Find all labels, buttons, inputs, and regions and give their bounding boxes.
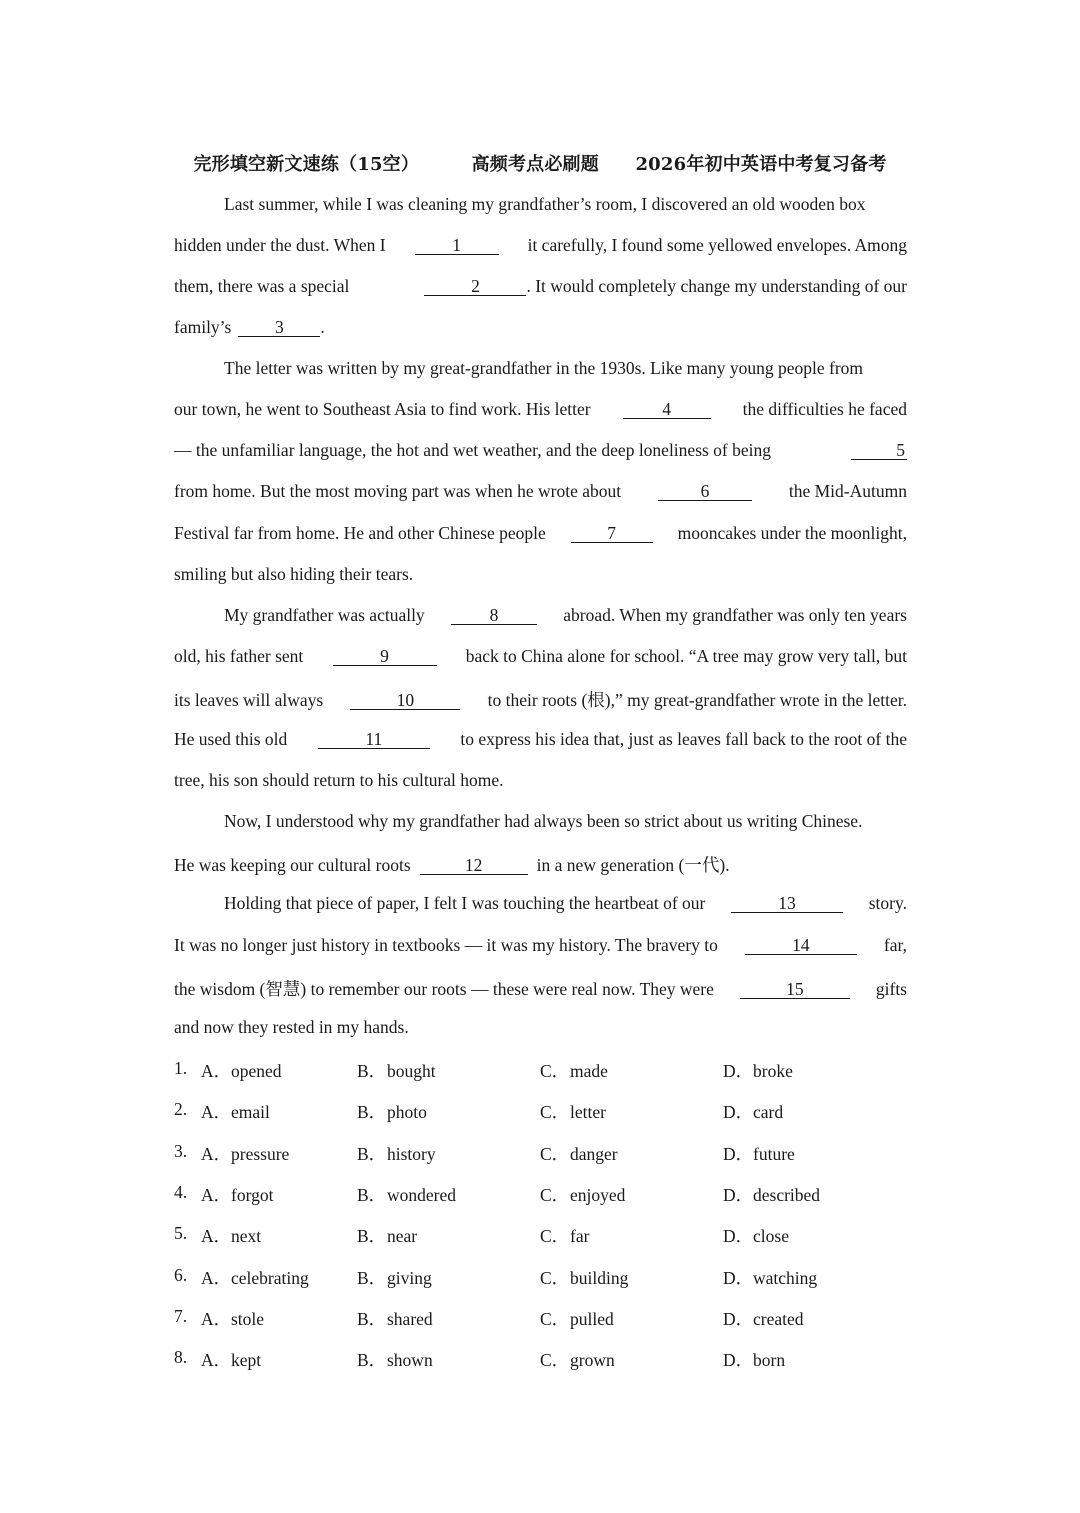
option-letter: D． <box>723 1184 754 1205</box>
blank-2[interactable]: 2 <box>424 277 526 296</box>
option-c[interactable] <box>540 1099 606 1124</box>
question-number: 1. <box>174 1058 188 1078</box>
passage-text: It was no longer just history in textbooks — it was my history. The bravery to <box>174 935 718 955</box>
passage-line <box>224 811 907 835</box>
option-text: history <box>387 1143 436 1164</box>
option-text: close <box>753 1226 789 1247</box>
question-number: 2. <box>174 1099 188 1120</box>
option-letter: C． <box>540 1267 570 1288</box>
option-letter: B． <box>357 1267 387 1288</box>
blank-4[interactable]: 4 <box>623 400 711 419</box>
passage-text: smiling but also hiding their tears. <box>174 564 414 584</box>
option-d[interactable] <box>723 1265 817 1290</box>
blank-13[interactable]: 13 <box>731 894 843 913</box>
option-letter: A． <box>201 1226 232 1247</box>
blank-9[interactable]: 9 <box>333 647 437 666</box>
passage-line <box>224 358 907 382</box>
passage-line <box>224 605 907 629</box>
passage-line <box>174 481 907 505</box>
option-b[interactable] <box>357 1265 432 1290</box>
passage-text: the Mid-Autumn <box>788 481 907 501</box>
question-row <box>174 1141 907 1165</box>
blank-14[interactable]: 14 <box>745 936 857 955</box>
option-letter: B． <box>357 1102 387 1123</box>
passage-line <box>224 893 907 917</box>
option-letter: D． <box>723 1226 754 1247</box>
passage-line <box>174 440 907 464</box>
option-letter: D． <box>723 1061 754 1081</box>
passage-text: to their roots (根),” my great-grandfather wrote in the letter. <box>487 690 907 710</box>
option-b[interactable] <box>357 1141 436 1166</box>
option-letter: D． <box>723 1308 754 1329</box>
question-number: 5. <box>174 1223 188 1244</box>
option-d[interactable] <box>723 1223 789 1248</box>
passage-text: in a new generation (一代). <box>536 855 730 875</box>
option-a[interactable] <box>201 1265 309 1290</box>
option-letter: A． <box>201 1143 232 1164</box>
option-text: shown <box>387 1350 433 1371</box>
option-letter: B． <box>357 1143 387 1164</box>
option-text: bought <box>387 1061 436 1081</box>
passage-line <box>174 399 907 423</box>
passage-line <box>174 729 907 753</box>
passage-text: My grandfather was actually <box>224 605 425 625</box>
option-text: kept <box>231 1350 262 1371</box>
passage-text: the difficulties he faced <box>742 399 907 419</box>
option-c[interactable] <box>540 1306 614 1331</box>
option-letter: B． <box>357 1350 387 1371</box>
option-text: letter <box>570 1102 606 1123</box>
option-letter: D． <box>723 1267 754 1288</box>
passage-text: The letter was written by my great-grandfather in the 1930s. Like many young people from <box>224 358 864 378</box>
passage-line <box>174 646 907 670</box>
option-letter: C． <box>540 1102 570 1123</box>
title-part-1: 完形填空新文速练（15空） <box>193 154 420 175</box>
option-letter: C． <box>540 1061 570 1081</box>
option-letter: C． <box>540 1350 570 1371</box>
passage-text: tree, his son should return to his cultural home. <box>174 770 504 790</box>
option-letter: B． <box>357 1308 387 1329</box>
option-letter: C． <box>540 1308 570 1329</box>
passage-line <box>174 852 907 876</box>
option-text: born <box>753 1350 786 1371</box>
passage-text: abroad. When my grandfather was only ten years <box>563 605 907 625</box>
passage-line <box>174 935 907 959</box>
question-number: 6. <box>174 1264 188 1285</box>
passage-line <box>174 1017 907 1041</box>
passage-text: them, there was a special <box>174 276 350 296</box>
option-c[interactable] <box>540 1182 625 1207</box>
option-text: building <box>570 1267 629 1288</box>
question-row <box>174 1265 907 1289</box>
passage-text: . <box>320 317 325 337</box>
passage-text: story. <box>868 893 907 913</box>
passage-text: mooncakes under the moonlight, <box>677 523 907 543</box>
option-c[interactable] <box>540 1141 618 1166</box>
option-text: card <box>753 1102 784 1123</box>
passage-text: — the unfamiliar language, the hot and wet weather, and the deep loneliness of being <box>174 440 772 460</box>
passage-line <box>174 276 907 300</box>
blank-7[interactable]: 7 <box>571 524 653 543</box>
option-letter: C． <box>540 1226 570 1247</box>
question-number: 4. <box>174 1181 188 1202</box>
option-text: broke <box>753 1061 793 1081</box>
passage-text: old, his father sent <box>174 646 304 666</box>
option-b[interactable] <box>357 1058 436 1083</box>
option-b[interactable] <box>357 1347 433 1372</box>
option-text: enjoyed <box>570 1184 626 1205</box>
blank-3[interactable]: 3 <box>238 318 320 337</box>
question-number: 3. <box>174 1140 188 1161</box>
passage-line <box>174 976 907 1000</box>
option-letter: B． <box>357 1061 387 1081</box>
passage-line <box>174 317 907 341</box>
question-row <box>174 1223 907 1247</box>
option-text: next <box>231 1226 262 1247</box>
option-text: danger <box>570 1143 618 1164</box>
option-text: made <box>570 1061 608 1081</box>
option-text: watching <box>753 1267 818 1288</box>
option-letter: B． <box>357 1226 387 1247</box>
passage-text: the wisdom (智慧) to remember our roots — these were real now. They were <box>174 979 714 999</box>
passage-text: to express his idea that, just as leaves fall back to the root of the <box>460 729 907 749</box>
passage-line <box>174 523 907 547</box>
option-a[interactable] <box>201 1223 261 1248</box>
option-text: far <box>570 1226 590 1247</box>
option-letter: C． <box>540 1184 570 1205</box>
option-letter: A． <box>201 1267 232 1288</box>
passage-text: . It would completely change my understanding of our <box>526 276 907 296</box>
question-row <box>174 1099 907 1123</box>
passage-text: far, <box>883 935 907 955</box>
option-b[interactable] <box>357 1306 433 1331</box>
passage-line <box>224 194 907 218</box>
option-letter: D． <box>723 1350 754 1371</box>
option-text: stole <box>231 1308 265 1329</box>
blank-10[interactable]: 10 <box>350 691 460 710</box>
option-text: pulled <box>570 1308 614 1329</box>
passage-text: hidden under the dust. When I <box>174 235 386 255</box>
passage-text: He was keeping our cultural roots <box>174 855 411 875</box>
option-d[interactable] <box>723 1099 783 1124</box>
option-letter: A． <box>201 1350 232 1371</box>
option-text: giving <box>387 1267 432 1288</box>
option-letter: D． <box>723 1143 754 1164</box>
blank-15[interactable]: 15 <box>740 980 850 999</box>
passage-line <box>174 564 907 588</box>
question-row <box>174 1347 907 1371</box>
option-a[interactable] <box>201 1099 270 1124</box>
option-d[interactable] <box>723 1306 804 1331</box>
passage-text: Festival far from home. He and other Chinese people <box>174 523 546 543</box>
option-a[interactable] <box>201 1058 282 1083</box>
passage-text: He used this old <box>174 729 288 749</box>
option-a[interactable] <box>201 1306 264 1331</box>
passage-text: from home. But the most moving part was when he wrote about <box>174 481 622 501</box>
passage-line <box>174 235 907 259</box>
option-letter: A． <box>201 1308 232 1329</box>
option-text: near <box>387 1226 418 1247</box>
option-text: opened <box>231 1061 282 1081</box>
option-text: celebrating <box>231 1267 309 1288</box>
title-part-2: 高频考点必刷题 <box>471 154 599 175</box>
option-text: forgot <box>231 1184 274 1205</box>
option-b[interactable] <box>357 1099 427 1124</box>
option-letter: A． <box>201 1102 232 1123</box>
question-number: 8. <box>174 1347 188 1368</box>
option-text: grown <box>570 1350 615 1371</box>
option-text: pressure <box>231 1143 290 1164</box>
blank-1[interactable]: 1 <box>415 236 499 255</box>
option-a[interactable] <box>201 1182 273 1207</box>
option-c[interactable] <box>540 1347 615 1372</box>
option-c[interactable] <box>540 1058 608 1083</box>
option-d[interactable] <box>723 1182 820 1207</box>
option-letter: C． <box>540 1143 570 1164</box>
question-number: 7. <box>174 1305 188 1326</box>
passage-text: our town, he went to Southeast Asia to find work. His letter <box>174 399 591 419</box>
option-letter: B． <box>357 1184 387 1205</box>
passage-text: and now they rested in my hands. <box>174 1017 409 1037</box>
option-b[interactable] <box>357 1223 417 1248</box>
option-a[interactable] <box>201 1141 289 1166</box>
option-text: described <box>753 1184 821 1205</box>
option-text: created <box>753 1308 804 1329</box>
option-text: photo <box>387 1102 427 1123</box>
title-part-3: 2026年初中英语中考复习备考 <box>635 154 887 175</box>
option-letter: A． <box>201 1184 232 1205</box>
question-row <box>174 1182 907 1206</box>
passage-text: family’s <box>174 317 232 337</box>
blank-11[interactable]: 11 <box>318 730 430 749</box>
option-b[interactable] <box>357 1182 456 1207</box>
option-c[interactable] <box>540 1223 589 1248</box>
option-text: shared <box>387 1308 433 1329</box>
passage-text: its leaves will always <box>174 690 324 710</box>
page-title <box>0 150 1080 176</box>
option-text: email <box>231 1102 270 1123</box>
option-text: wondered <box>387 1184 457 1205</box>
blank-8[interactable]: 8 <box>451 606 537 625</box>
question-row <box>174 1058 907 1082</box>
option-letter: D． <box>723 1102 754 1123</box>
option-letter: A． <box>201 1061 232 1081</box>
option-a[interactable] <box>201 1347 261 1372</box>
option-d[interactable] <box>723 1141 795 1166</box>
blank-6[interactable]: 6 <box>658 482 752 501</box>
passage-line <box>174 687 907 711</box>
option-text: future <box>753 1143 795 1164</box>
passage-text: Last summer, while I was cleaning my grandfather’s room, I discovered an old wooden box <box>224 194 866 214</box>
option-d[interactable] <box>723 1347 785 1372</box>
passage-text: back to China alone for school. “A tree may grow very tall, but <box>465 646 907 666</box>
passage-line <box>174 770 907 794</box>
passage-text: Now, I understood why my grandfather had always been so strict about us writing Chinese. <box>224 811 863 831</box>
blank-5[interactable]: 5 <box>851 441 907 460</box>
passage-text: Holding that piece of paper, I felt I was touching the heartbeat of our <box>224 893 706 913</box>
option-d[interactable] <box>723 1058 793 1083</box>
question-row <box>174 1306 907 1330</box>
passage-text: gifts <box>875 979 907 999</box>
option-c[interactable] <box>540 1265 628 1290</box>
blank-12[interactable]: 12 <box>420 856 528 875</box>
passage-text: it carefully, I found some yellowed envelopes. Among <box>527 235 907 255</box>
